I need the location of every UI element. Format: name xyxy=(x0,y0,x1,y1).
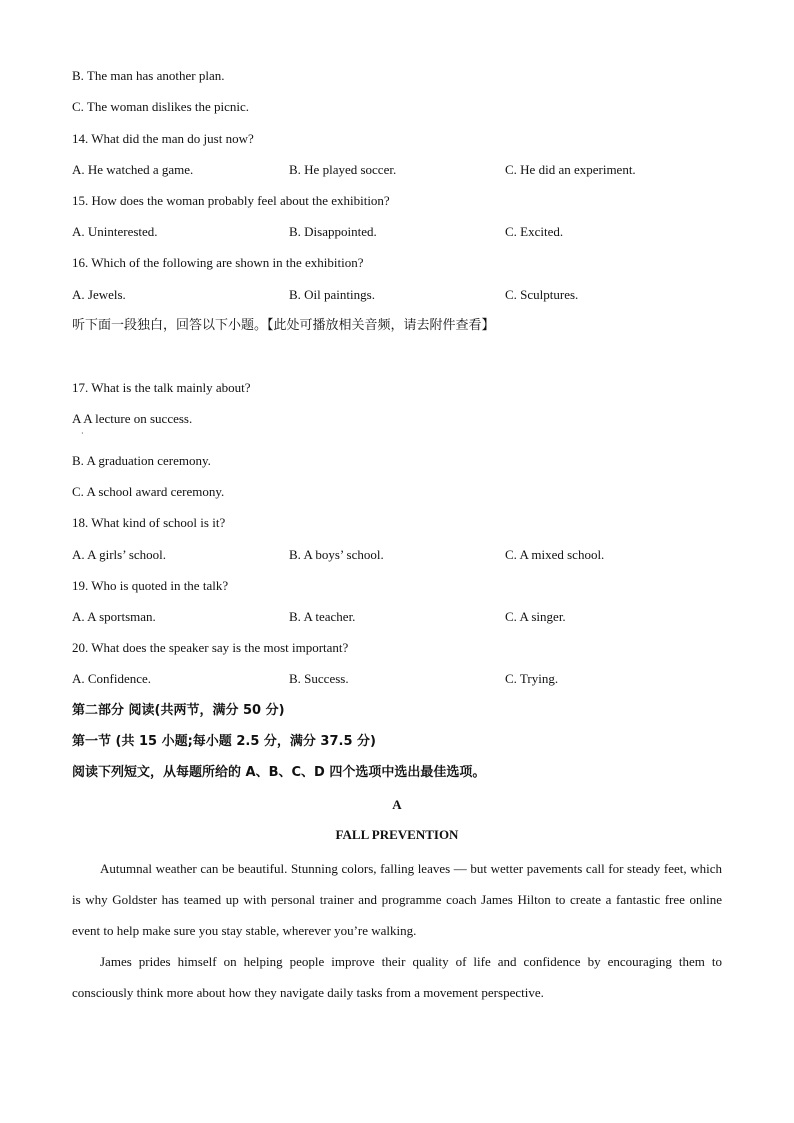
passage-paragraph-1: Autumnal weather can be beautiful. Stunning colors, falling leaves — but wetter pavements call for steady feet, which is why Goldster has teamed up with personal trainer and programme coach James Hilton to create a fantastic free online event to help make sure you stay stable, wherever you’re walking. xyxy=(72,861,722,938)
q19-option-c: C. A singer. xyxy=(505,609,566,624)
q14-question: 14. What did the man do just now? xyxy=(72,131,254,146)
q15-option-c: C. Excited. xyxy=(505,224,564,239)
passage-title: FALL PREVENTION xyxy=(335,827,459,842)
passage-label: A xyxy=(392,797,402,812)
q13-option-c: C. The woman dislikes the picnic. xyxy=(72,99,250,114)
q17-option-b: B. A graduation ceremony. xyxy=(72,453,211,468)
q20-option-c: C. Trying. xyxy=(505,671,559,686)
q15-question: 15. How does the woman probably feel about the exhibition? xyxy=(72,193,390,208)
q19-option-a: A. A sportsman. xyxy=(72,609,156,624)
q18-question: 18. What kind of school is it? xyxy=(72,515,226,530)
q14-option-a: A. He watched a game. xyxy=(72,162,194,177)
stray-dot-mark: · xyxy=(81,429,84,438)
q20-option-b: B. Success. xyxy=(289,671,349,686)
q13-option-b: B. The man has another plan. xyxy=(72,68,225,83)
q17-option-c: C. A school award ceremony. xyxy=(72,484,225,499)
q18-option-c: C. A mixed school. xyxy=(505,547,605,562)
reading-instruction: 阅读下列短文，从每题所给的 A、B、C、D 四个选项中选出最佳选项。 xyxy=(72,765,486,780)
q20-option-a: A. Confidence. xyxy=(72,671,152,686)
q14-option-c: C. He did an experiment. xyxy=(505,162,636,177)
q14-option-b: B. He played soccer. xyxy=(289,162,397,177)
q20-question: 20. What does the speaker say is the most important? xyxy=(72,640,349,655)
q18-option-b: B. A boys’ school. xyxy=(289,547,384,562)
q16-option-c: C. Sculptures. xyxy=(505,287,579,302)
q17-question: 17. What is the talk mainly about? xyxy=(72,380,251,395)
q15-option-a: A. Uninterested. xyxy=(72,224,158,239)
q16-option-b: B. Oil paintings. xyxy=(289,287,375,302)
q16-option-a: A. Jewels. xyxy=(72,287,126,302)
q19-option-b: B. A teacher. xyxy=(289,609,356,624)
passage-paragraph-2: James prides himself on helping people improve their quality of life and confidence by encouraging them to consciously think more about how they navigate daily tasks from a movement perspective. xyxy=(72,954,722,1000)
section1-heading: 第一节 (共 15 小题;每小题 2.5 分，满分 37.5 分) xyxy=(72,734,376,749)
part2-heading: 第二部分 阅读(共两节，满分 50 分) xyxy=(72,703,285,718)
q19-question: 19. Who is quoted in the talk? xyxy=(72,578,229,593)
q17-option-a: A A lecture on success. xyxy=(72,411,193,426)
q16-question: 16. Which of the following are shown in the exhibition? xyxy=(72,255,364,270)
q18-option-a: A. A girls’ school. xyxy=(72,547,167,562)
q15-option-b: B. Disappointed. xyxy=(289,224,377,239)
monologue-instruction: 听下面一段独白，回答以下小题。【此处可播放相关音频，请去附件查看】 xyxy=(72,318,495,333)
